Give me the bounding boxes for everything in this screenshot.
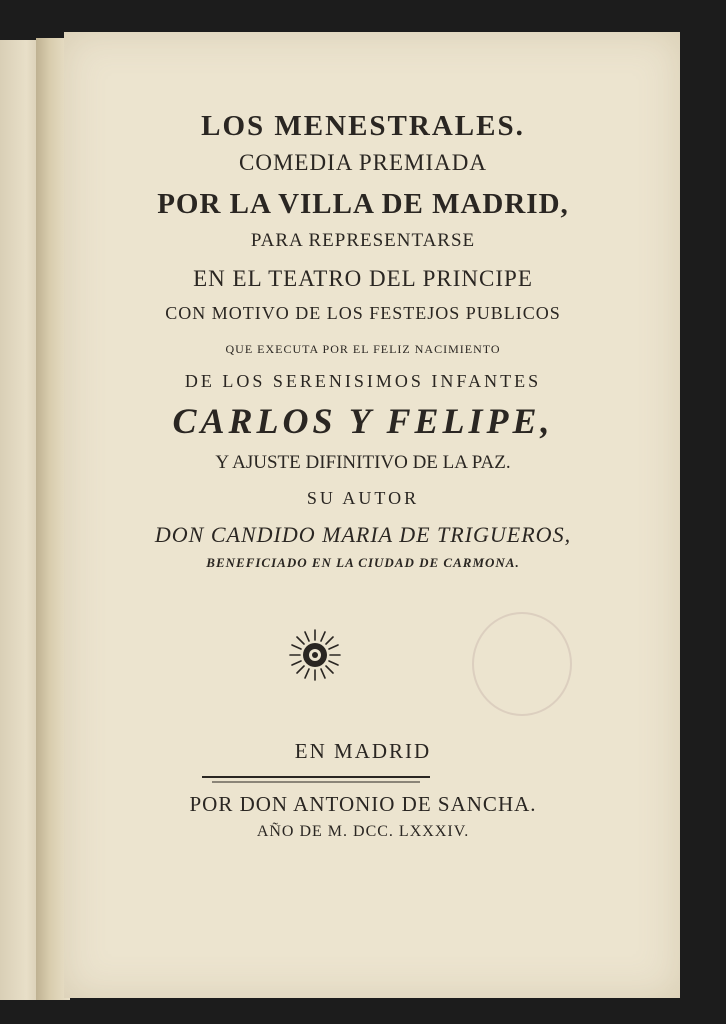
author-name: DON CANDIDO MARIA DE TRIGUEROS, — [154, 522, 572, 547]
title-page — [64, 32, 680, 998]
occasion-detail-line: QUE EXECUTA POR EL FELIZ NACIMIENTO — [225, 342, 501, 356]
author-label: SU AUTOR — [306, 488, 420, 508]
sun-ornament-icon — [288, 628, 342, 682]
award-line: POR LA VILLA DE MADRID, — [157, 188, 569, 220]
infantes-line: DE LOS SERENISIMOS INFANTES — [184, 371, 542, 391]
occasion-line: CON MOTIVO DE LOS FESTEJOS PUBLICOS — [165, 303, 561, 323]
theatre-line: EN EL TEATRO DEL PRINCIPE — [193, 266, 533, 291]
imprint-year: AÑO DE M. DCC. LXXXIV. — [256, 823, 470, 840]
library-stamp — [472, 612, 572, 716]
double-rule — [200, 774, 432, 784]
imprint-printer: POR DON ANTONIO DE SANCHA. — [189, 792, 537, 816]
peace-line: Y AJUSTE DIFINITIVO DE LA PAZ. — [215, 452, 511, 473]
book-subtitle: COMEDIA PREMIADA — [239, 150, 487, 175]
infantes-names: CARLOS Y FELIPE, — [172, 401, 554, 441]
imprint-place: EN MADRID — [294, 739, 432, 763]
book-title: LOS MENESTRALES. — [201, 110, 525, 142]
author-title: BENEFICIADO EN LA CIUDAD DE CARMONA. — [206, 555, 520, 570]
purpose-line: PARA REPRESENTARSE — [250, 230, 476, 251]
